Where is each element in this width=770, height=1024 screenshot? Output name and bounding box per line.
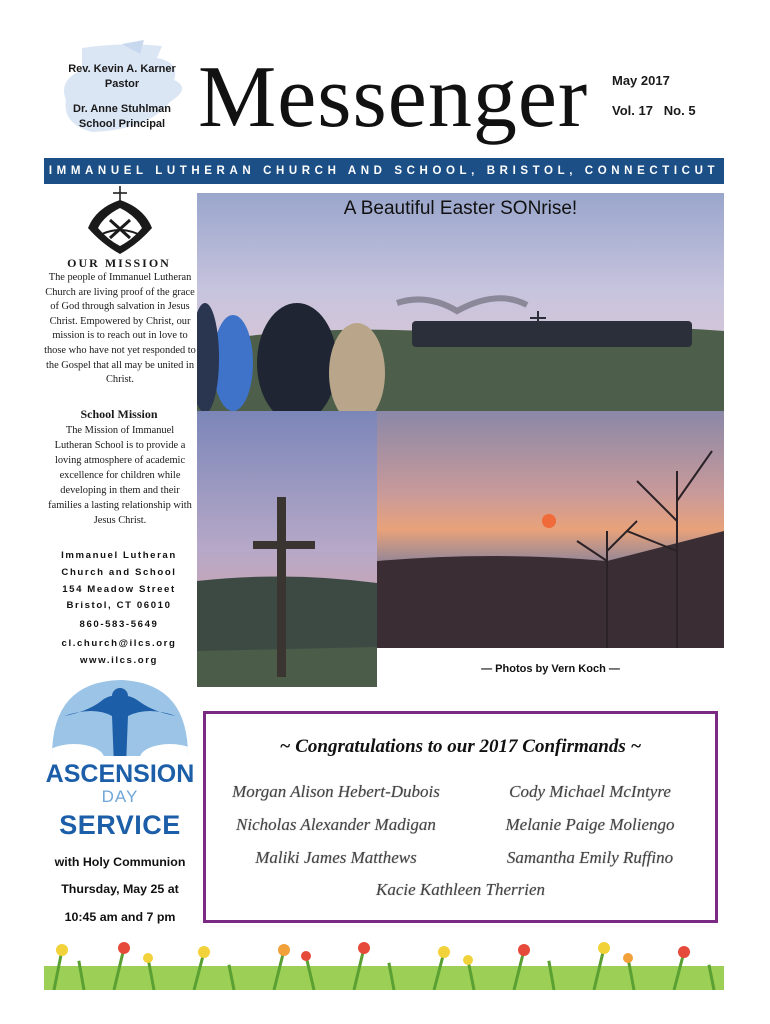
address-line-3: 154 Meadow Street [62,583,176,595]
mission-text: The people of Immanuel Lutheran Church are living proof of the grace of God through salvation in Jesus Christ. Empowered by Christ, our mission is to reach out in love to those who have not yet responded to the Gospel that all may be united in Christ. [44,272,196,386]
issue-date: May 2017 [612,73,670,88]
school-mission-heading: School Mission [80,407,158,421]
service-detail-3: 10:45 am and 7 pm [64,910,176,924]
ascension-word: ASCENSION [45,760,195,788]
address-line-2: Church and School [61,566,177,578]
masthead-title: Messenger [198,49,589,146]
ascension-day-graphic [44,676,196,812]
service-detail-1: with Holy Communion [54,855,186,869]
confirmand-name: Nicholas Alexander Madigan [236,815,436,834]
sunrise-photo [377,411,724,648]
principal-title: School Principal [78,118,166,130]
photo-credit: — Photos by Vern Koch — [481,663,620,675]
school-mission-text: The Mission of Immanuel Lutheran School is to provide a loving atmosphere of academic excellence for children while developing in them and their families a lasting relationship with Jesus Christ. [48,425,192,526]
confirmands-heading: ~ Congratulations to our 2017 Confirmands ~ [279,736,642,757]
flower-border-graphic [44,930,724,990]
church-banner: IMMANUEL LUTHERAN CHURCH AND SCHOOL, BRISTOL, CONNECTICUT [44,158,724,184]
website-link[interactable]: www.ilcs.org [79,654,159,666]
confirmand-name: Samantha Emily Ruffino [506,848,674,867]
church-logo-icon [82,186,158,256]
email-link[interactable]: cl.church@ilcs.org [61,637,177,649]
address-line-1: Immanuel Lutheran [61,550,177,561]
confirmand-name: Maliki James Matthews [255,848,417,867]
confirmand-name: Cody Michael McIntyre [509,782,671,801]
pastor-title: Pastor [104,78,140,90]
confirmand-name: Morgan Alison Hebert-Dubois [232,782,440,801]
address-line-4: Bristol, CT 06010 [66,600,172,612]
feature-title: A Beautiful Easter SONrise! [343,198,578,219]
confirmand-name: Melanie Paige Moliengo [505,815,675,834]
service-heading: SERVICE [59,810,181,840]
principal-name: Dr. Anne Stuhlman [73,103,171,115]
day-word: DAY [101,787,139,806]
issue-volume: Vol. 17 No. 5 [612,103,696,118]
contact-block [44,548,194,670]
staff-listing [52,62,192,132]
mission-heading: OUR MISSION [67,256,171,270]
phone-number: 860-583-5649 [79,619,159,631]
pastor-name: Rev. Kevin A. Karner [68,63,176,75]
easter-crowd-photo [197,193,724,411]
service-detail-2: Thursday, May 25 at [61,882,179,896]
issue-info [612,66,696,126]
cross-photo [197,411,377,687]
confirmand-name: Kacie Kathleen Therrien [375,880,546,899]
